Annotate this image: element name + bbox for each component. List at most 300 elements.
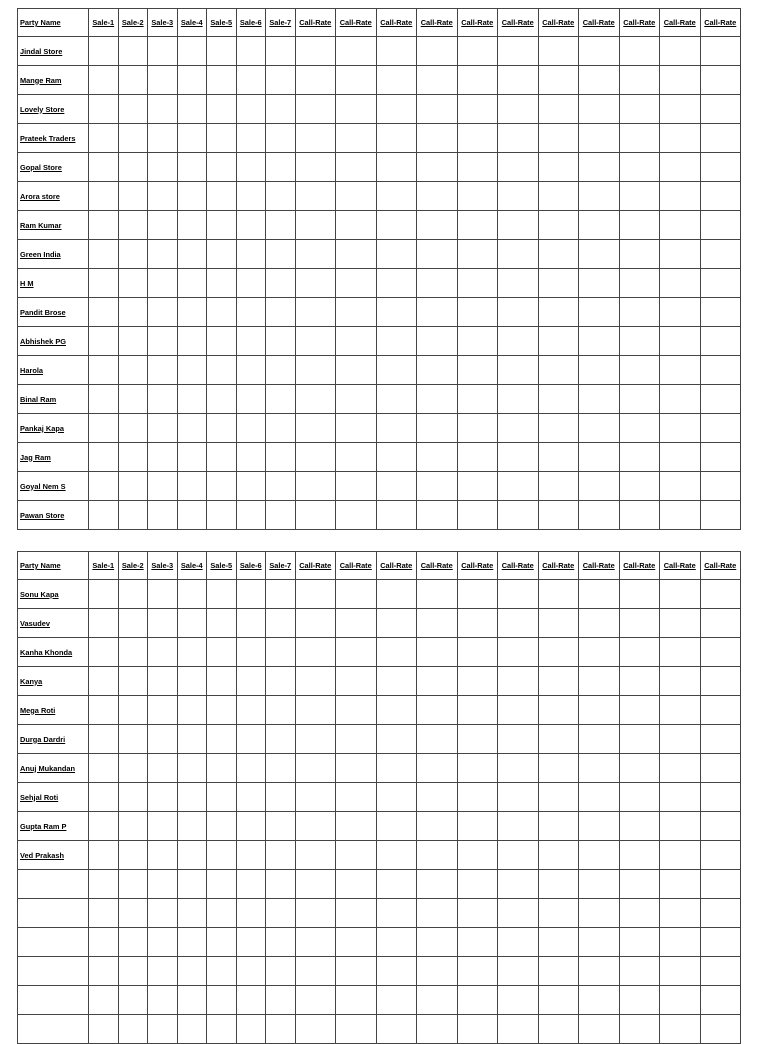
call-rate-cell[interactable] xyxy=(336,95,377,124)
call-rate-cell[interactable] xyxy=(376,1015,417,1044)
call-rate-cell[interactable] xyxy=(700,812,741,841)
call-rate-cell[interactable] xyxy=(457,696,498,725)
call-rate-cell[interactable] xyxy=(579,124,620,153)
sale-cell[interactable] xyxy=(207,580,237,609)
call-rate-cell[interactable] xyxy=(295,385,336,414)
call-rate-cell[interactable] xyxy=(538,754,579,783)
sale-cell[interactable] xyxy=(207,414,237,443)
sale-cell[interactable] xyxy=(177,609,207,638)
sale-cell[interactable] xyxy=(89,385,119,414)
call-rate-cell[interactable] xyxy=(376,269,417,298)
call-rate-cell[interactable] xyxy=(457,124,498,153)
call-rate-cell[interactable] xyxy=(619,957,660,986)
call-rate-cell[interactable] xyxy=(619,327,660,356)
sale-cell[interactable] xyxy=(266,327,296,356)
sale-cell[interactable] xyxy=(266,37,296,66)
sale-cell[interactable] xyxy=(118,414,148,443)
call-rate-cell[interactable] xyxy=(538,153,579,182)
call-rate-cell[interactable] xyxy=(660,1015,701,1044)
call-rate-cell[interactable] xyxy=(619,298,660,327)
call-rate-cell[interactable] xyxy=(457,385,498,414)
call-rate-cell[interactable] xyxy=(700,580,741,609)
call-rate-cell[interactable] xyxy=(579,269,620,298)
call-rate-cell[interactable] xyxy=(376,812,417,841)
sale-cell[interactable] xyxy=(236,385,266,414)
sale-cell[interactable] xyxy=(118,95,148,124)
call-rate-cell[interactable] xyxy=(336,66,377,95)
call-rate-cell[interactable] xyxy=(498,928,539,957)
call-rate-cell[interactable] xyxy=(457,472,498,501)
sale-cell[interactable] xyxy=(266,269,296,298)
call-rate-cell[interactable] xyxy=(660,124,701,153)
call-rate-cell[interactable] xyxy=(295,696,336,725)
sale-cell[interactable] xyxy=(207,986,237,1015)
call-rate-cell[interactable] xyxy=(538,211,579,240)
call-rate-cell[interactable] xyxy=(498,783,539,812)
call-rate-cell[interactable] xyxy=(498,986,539,1015)
sale-cell[interactable] xyxy=(177,472,207,501)
call-rate-cell[interactable] xyxy=(498,66,539,95)
call-rate-cell[interactable] xyxy=(295,414,336,443)
sale-cell[interactable] xyxy=(207,783,237,812)
sale-cell[interactable] xyxy=(148,182,178,211)
call-rate-cell[interactable] xyxy=(538,667,579,696)
sale-cell[interactable] xyxy=(236,443,266,472)
call-rate-cell[interactable] xyxy=(417,269,458,298)
call-rate-cell[interactable] xyxy=(457,986,498,1015)
call-rate-cell[interactable] xyxy=(295,754,336,783)
sale-cell[interactable] xyxy=(236,501,266,530)
call-rate-cell[interactable] xyxy=(538,870,579,899)
call-rate-cell[interactable] xyxy=(660,472,701,501)
call-rate-cell[interactable] xyxy=(619,385,660,414)
sale-cell[interactable] xyxy=(177,327,207,356)
sale-cell[interactable] xyxy=(177,725,207,754)
call-rate-cell[interactable] xyxy=(619,870,660,899)
call-rate-cell[interactable] xyxy=(538,472,579,501)
call-rate-cell[interactable] xyxy=(660,414,701,443)
call-rate-cell[interactable] xyxy=(579,609,620,638)
call-rate-cell[interactable] xyxy=(457,957,498,986)
call-rate-cell[interactable] xyxy=(619,638,660,667)
call-rate-cell[interactable] xyxy=(457,812,498,841)
call-rate-cell[interactable] xyxy=(660,754,701,783)
sale-cell[interactable] xyxy=(89,211,119,240)
sale-cell[interactable] xyxy=(148,928,178,957)
call-rate-cell[interactable] xyxy=(660,298,701,327)
call-rate-cell[interactable] xyxy=(295,356,336,385)
call-rate-cell[interactable] xyxy=(295,638,336,667)
sale-cell[interactable] xyxy=(148,725,178,754)
call-rate-cell[interactable] xyxy=(295,95,336,124)
sale-cell[interactable] xyxy=(207,870,237,899)
call-rate-cell[interactable] xyxy=(498,841,539,870)
call-rate-cell[interactable] xyxy=(295,783,336,812)
sale-cell[interactable] xyxy=(89,957,119,986)
call-rate-cell[interactable] xyxy=(619,37,660,66)
call-rate-cell[interactable] xyxy=(457,501,498,530)
call-rate-cell[interactable] xyxy=(457,153,498,182)
call-rate-cell[interactable] xyxy=(619,725,660,754)
sale-cell[interactable] xyxy=(236,696,266,725)
sale-cell[interactable] xyxy=(207,269,237,298)
call-rate-cell[interactable] xyxy=(579,356,620,385)
call-rate-cell[interactable] xyxy=(498,501,539,530)
call-rate-cell[interactable] xyxy=(457,870,498,899)
sale-cell[interactable] xyxy=(207,667,237,696)
call-rate-cell[interactable] xyxy=(417,327,458,356)
call-rate-cell[interactable] xyxy=(660,153,701,182)
sale-cell[interactable] xyxy=(177,870,207,899)
call-rate-cell[interactable] xyxy=(295,298,336,327)
call-rate-cell[interactable] xyxy=(700,986,741,1015)
sale-cell[interactable] xyxy=(207,211,237,240)
call-rate-cell[interactable] xyxy=(538,899,579,928)
sale-cell[interactable] xyxy=(266,725,296,754)
call-rate-cell[interactable] xyxy=(498,356,539,385)
sale-cell[interactable] xyxy=(207,472,237,501)
sale-cell[interactable] xyxy=(177,298,207,327)
call-rate-cell[interactable] xyxy=(295,124,336,153)
sale-cell[interactable] xyxy=(89,667,119,696)
call-rate-cell[interactable] xyxy=(660,211,701,240)
sale-cell[interactable] xyxy=(89,472,119,501)
call-rate-cell[interactable] xyxy=(579,812,620,841)
sale-cell[interactable] xyxy=(177,443,207,472)
call-rate-cell[interactable] xyxy=(579,986,620,1015)
call-rate-cell[interactable] xyxy=(376,667,417,696)
call-rate-cell[interactable] xyxy=(498,472,539,501)
call-rate-cell[interactable] xyxy=(457,443,498,472)
sale-cell[interactable] xyxy=(118,696,148,725)
sale-cell[interactable] xyxy=(89,638,119,667)
call-rate-cell[interactable] xyxy=(660,841,701,870)
call-rate-cell[interactable] xyxy=(498,667,539,696)
sale-cell[interactable] xyxy=(177,986,207,1015)
call-rate-cell[interactable] xyxy=(700,501,741,530)
call-rate-cell[interactable] xyxy=(700,37,741,66)
sale-cell[interactable] xyxy=(236,870,266,899)
sale-cell[interactable] xyxy=(118,812,148,841)
sale-cell[interactable] xyxy=(236,269,266,298)
sale-cell[interactable] xyxy=(89,124,119,153)
sale-cell[interactable] xyxy=(177,638,207,667)
call-rate-cell[interactable] xyxy=(295,928,336,957)
sale-cell[interactable] xyxy=(177,269,207,298)
sale-cell[interactable] xyxy=(118,385,148,414)
call-rate-cell[interactable] xyxy=(295,870,336,899)
sale-cell[interactable] xyxy=(118,841,148,870)
call-rate-cell[interactable] xyxy=(538,66,579,95)
sale-cell[interactable] xyxy=(177,754,207,783)
call-rate-cell[interactable] xyxy=(619,609,660,638)
call-rate-cell[interactable] xyxy=(700,211,741,240)
call-rate-cell[interactable] xyxy=(295,269,336,298)
sale-cell[interactable] xyxy=(207,443,237,472)
call-rate-cell[interactable] xyxy=(700,182,741,211)
call-rate-cell[interactable] xyxy=(538,783,579,812)
sale-cell[interactable] xyxy=(266,667,296,696)
sale-cell[interactable] xyxy=(207,696,237,725)
call-rate-cell[interactable] xyxy=(619,754,660,783)
call-rate-cell[interactable] xyxy=(498,414,539,443)
call-rate-cell[interactable] xyxy=(295,501,336,530)
sale-cell[interactable] xyxy=(118,1015,148,1044)
call-rate-cell[interactable] xyxy=(619,696,660,725)
sale-cell[interactable] xyxy=(118,182,148,211)
sale-cell[interactable] xyxy=(148,1015,178,1044)
call-rate-cell[interactable] xyxy=(376,356,417,385)
sale-cell[interactable] xyxy=(118,580,148,609)
sale-cell[interactable] xyxy=(148,957,178,986)
call-rate-cell[interactable] xyxy=(660,66,701,95)
call-rate-cell[interactable] xyxy=(660,928,701,957)
sale-cell[interactable] xyxy=(89,899,119,928)
call-rate-cell[interactable] xyxy=(579,298,620,327)
call-rate-cell[interactable] xyxy=(457,298,498,327)
call-rate-cell[interactable] xyxy=(619,472,660,501)
call-rate-cell[interactable] xyxy=(579,754,620,783)
call-rate-cell[interactable] xyxy=(376,783,417,812)
call-rate-cell[interactable] xyxy=(498,1015,539,1044)
sale-cell[interactable] xyxy=(148,638,178,667)
sale-cell[interactable] xyxy=(89,414,119,443)
sale-cell[interactable] xyxy=(148,37,178,66)
sale-cell[interactable] xyxy=(266,1015,296,1044)
call-rate-cell[interactable] xyxy=(457,211,498,240)
call-rate-cell[interactable] xyxy=(619,812,660,841)
call-rate-cell[interactable] xyxy=(579,37,620,66)
call-rate-cell[interactable] xyxy=(660,182,701,211)
call-rate-cell[interactable] xyxy=(417,812,458,841)
call-rate-cell[interactable] xyxy=(417,443,458,472)
call-rate-cell[interactable] xyxy=(538,501,579,530)
call-rate-cell[interactable] xyxy=(700,269,741,298)
sale-cell[interactable] xyxy=(207,841,237,870)
sale-cell[interactable] xyxy=(266,153,296,182)
call-rate-cell[interactable] xyxy=(538,298,579,327)
call-rate-cell[interactable] xyxy=(376,37,417,66)
call-rate-cell[interactable] xyxy=(579,783,620,812)
call-rate-cell[interactable] xyxy=(619,182,660,211)
sale-cell[interactable] xyxy=(118,754,148,783)
sale-cell[interactable] xyxy=(148,385,178,414)
sale-cell[interactable] xyxy=(118,298,148,327)
call-rate-cell[interactable] xyxy=(336,153,377,182)
call-rate-cell[interactable] xyxy=(579,95,620,124)
call-rate-cell[interactable] xyxy=(498,182,539,211)
call-rate-cell[interactable] xyxy=(336,501,377,530)
call-rate-cell[interactable] xyxy=(619,1015,660,1044)
call-rate-cell[interactable] xyxy=(417,66,458,95)
call-rate-cell[interactable] xyxy=(295,1015,336,1044)
call-rate-cell[interactable] xyxy=(700,928,741,957)
sale-cell[interactable] xyxy=(148,899,178,928)
call-rate-cell[interactable] xyxy=(336,667,377,696)
sale-cell[interactable] xyxy=(89,609,119,638)
call-rate-cell[interactable] xyxy=(457,899,498,928)
call-rate-cell[interactable] xyxy=(498,725,539,754)
call-rate-cell[interactable] xyxy=(700,66,741,95)
call-rate-cell[interactable] xyxy=(498,957,539,986)
sale-cell[interactable] xyxy=(236,327,266,356)
call-rate-cell[interactable] xyxy=(498,638,539,667)
call-rate-cell[interactable] xyxy=(660,957,701,986)
call-rate-cell[interactable] xyxy=(376,414,417,443)
sale-cell[interactable] xyxy=(118,928,148,957)
sale-cell[interactable] xyxy=(118,899,148,928)
sale-cell[interactable] xyxy=(207,725,237,754)
sale-cell[interactable] xyxy=(207,899,237,928)
sale-cell[interactable] xyxy=(236,725,266,754)
call-rate-cell[interactable] xyxy=(660,812,701,841)
call-rate-cell[interactable] xyxy=(417,95,458,124)
sale-cell[interactable] xyxy=(266,182,296,211)
call-rate-cell[interactable] xyxy=(376,66,417,95)
sale-cell[interactable] xyxy=(177,356,207,385)
call-rate-cell[interactable] xyxy=(700,95,741,124)
sale-cell[interactable] xyxy=(118,783,148,812)
call-rate-cell[interactable] xyxy=(619,153,660,182)
call-rate-cell[interactable] xyxy=(336,609,377,638)
call-rate-cell[interactable] xyxy=(498,812,539,841)
call-rate-cell[interactable] xyxy=(700,870,741,899)
sale-cell[interactable] xyxy=(236,95,266,124)
call-rate-cell[interactable] xyxy=(376,725,417,754)
sale-cell[interactable] xyxy=(266,899,296,928)
call-rate-cell[interactable] xyxy=(538,269,579,298)
call-rate-cell[interactable] xyxy=(579,66,620,95)
sale-cell[interactable] xyxy=(177,783,207,812)
call-rate-cell[interactable] xyxy=(700,957,741,986)
call-rate-cell[interactable] xyxy=(498,754,539,783)
sale-cell[interactable] xyxy=(236,240,266,269)
sale-cell[interactable] xyxy=(177,957,207,986)
sale-cell[interactable] xyxy=(148,240,178,269)
call-rate-cell[interactable] xyxy=(295,182,336,211)
call-rate-cell[interactable] xyxy=(376,153,417,182)
sale-cell[interactable] xyxy=(177,211,207,240)
sale-cell[interactable] xyxy=(89,725,119,754)
call-rate-cell[interactable] xyxy=(295,725,336,754)
call-rate-cell[interactable] xyxy=(660,667,701,696)
sale-cell[interactable] xyxy=(177,95,207,124)
call-rate-cell[interactable] xyxy=(538,609,579,638)
sale-cell[interactable] xyxy=(236,754,266,783)
call-rate-cell[interactable] xyxy=(498,899,539,928)
call-rate-cell[interactable] xyxy=(376,580,417,609)
call-rate-cell[interactable] xyxy=(700,298,741,327)
sale-cell[interactable] xyxy=(236,957,266,986)
sale-cell[interactable] xyxy=(89,95,119,124)
call-rate-cell[interactable] xyxy=(579,841,620,870)
call-rate-cell[interactable] xyxy=(336,986,377,1015)
call-rate-cell[interactable] xyxy=(619,841,660,870)
call-rate-cell[interactable] xyxy=(457,638,498,667)
sale-cell[interactable] xyxy=(266,356,296,385)
call-rate-cell[interactable] xyxy=(336,182,377,211)
call-rate-cell[interactable] xyxy=(376,928,417,957)
call-rate-cell[interactable] xyxy=(336,928,377,957)
sale-cell[interactable] xyxy=(177,1015,207,1044)
sale-cell[interactable] xyxy=(266,638,296,667)
call-rate-cell[interactable] xyxy=(538,638,579,667)
sale-cell[interactable] xyxy=(89,696,119,725)
call-rate-cell[interactable] xyxy=(538,986,579,1015)
call-rate-cell[interactable] xyxy=(498,153,539,182)
sale-cell[interactable] xyxy=(148,66,178,95)
call-rate-cell[interactable] xyxy=(417,870,458,899)
call-rate-cell[interactable] xyxy=(336,696,377,725)
call-rate-cell[interactable] xyxy=(700,414,741,443)
sale-cell[interactable] xyxy=(207,95,237,124)
sale-cell[interactable] xyxy=(148,986,178,1015)
call-rate-cell[interactable] xyxy=(700,725,741,754)
call-rate-cell[interactable] xyxy=(336,638,377,667)
call-rate-cell[interactable] xyxy=(336,356,377,385)
sale-cell[interactable] xyxy=(148,667,178,696)
sale-cell[interactable] xyxy=(177,580,207,609)
call-rate-cell[interactable] xyxy=(579,182,620,211)
call-rate-cell[interactable] xyxy=(457,754,498,783)
sale-cell[interactable] xyxy=(236,356,266,385)
sale-cell[interactable] xyxy=(148,754,178,783)
call-rate-cell[interactable] xyxy=(498,95,539,124)
sale-cell[interactable] xyxy=(207,501,237,530)
call-rate-cell[interactable] xyxy=(457,725,498,754)
call-rate-cell[interactable] xyxy=(498,124,539,153)
sale-cell[interactable] xyxy=(177,153,207,182)
call-rate-cell[interactable] xyxy=(457,928,498,957)
call-rate-cell[interactable] xyxy=(376,443,417,472)
sale-cell[interactable] xyxy=(148,298,178,327)
sale-cell[interactable] xyxy=(89,754,119,783)
sale-cell[interactable] xyxy=(236,638,266,667)
sale-cell[interactable] xyxy=(236,66,266,95)
sale-cell[interactable] xyxy=(207,957,237,986)
call-rate-cell[interactable] xyxy=(376,95,417,124)
call-rate-cell[interactable] xyxy=(700,472,741,501)
sale-cell[interactable] xyxy=(177,928,207,957)
sale-cell[interactable] xyxy=(266,928,296,957)
sale-cell[interactable] xyxy=(148,414,178,443)
call-rate-cell[interactable] xyxy=(336,841,377,870)
call-rate-cell[interactable] xyxy=(457,1015,498,1044)
sale-cell[interactable] xyxy=(266,609,296,638)
call-rate-cell[interactable] xyxy=(376,240,417,269)
sale-cell[interactable] xyxy=(118,725,148,754)
call-rate-cell[interactable] xyxy=(538,841,579,870)
sale-cell[interactable] xyxy=(89,783,119,812)
call-rate-cell[interactable] xyxy=(295,153,336,182)
sale-cell[interactable] xyxy=(236,211,266,240)
call-rate-cell[interactable] xyxy=(457,327,498,356)
sale-cell[interactable] xyxy=(266,986,296,1015)
sale-cell[interactable] xyxy=(89,182,119,211)
sale-cell[interactable] xyxy=(118,211,148,240)
sale-cell[interactable] xyxy=(177,696,207,725)
call-rate-cell[interactable] xyxy=(295,66,336,95)
call-rate-cell[interactable] xyxy=(336,870,377,899)
call-rate-cell[interactable] xyxy=(376,899,417,928)
call-rate-cell[interactable] xyxy=(295,327,336,356)
call-rate-cell[interactable] xyxy=(336,472,377,501)
call-rate-cell[interactable] xyxy=(376,501,417,530)
call-rate-cell[interactable] xyxy=(336,385,377,414)
call-rate-cell[interactable] xyxy=(295,957,336,986)
call-rate-cell[interactable] xyxy=(457,37,498,66)
call-rate-cell[interactable] xyxy=(376,327,417,356)
